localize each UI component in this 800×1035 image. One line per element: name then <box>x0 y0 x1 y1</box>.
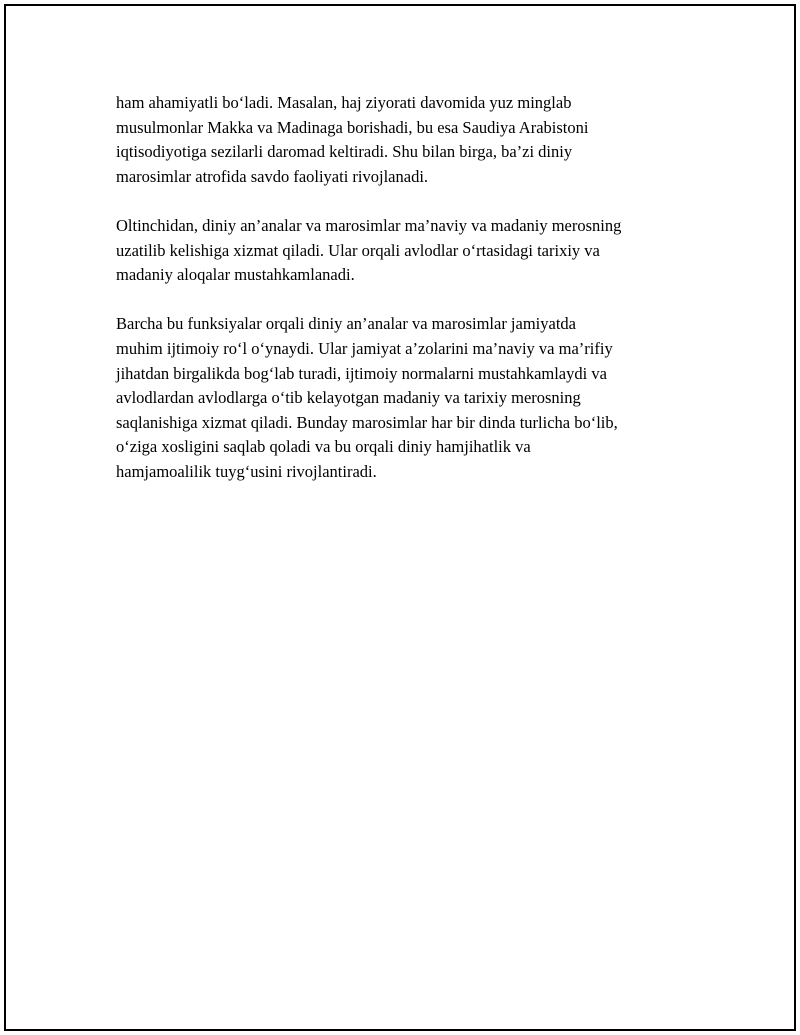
text-line: avlodlardan avlodlarga o‘tib kelayotgan madaniy va tarixiy merosning <box>116 388 581 408</box>
text-line: o‘ziga xosligini saqlab qoladi va bu orqali diniy hamjihatlik va <box>116 437 531 457</box>
text-line: saqlanishiga xizmat qiladi. Bunday marosimlar har bir dinda turlicha bo‘lib, <box>116 412 618 432</box>
text-line: uzatilib kelishiga xizmat qiladi. Ular orqali avlodlar o‘rtasidagi tarixiy va <box>116 240 600 260</box>
text-line: muhim ijtimoiy ro‘l o‘ynaydi. Ular jamiyat a’zolarini ma’naviy va ma’rifiy <box>116 338 613 358</box>
text-line: marosimlar atrofida savdo faoliyati rivojlanadi. <box>116 166 429 186</box>
text-line: hamjamoalilik tuyg‘usini rivojlantiradi. <box>116 461 377 481</box>
paragraph <box>116 312 706 484</box>
paragraph <box>116 91 706 189</box>
text-line: madaniy aloqalar mustahkamlanadi. <box>116 265 355 285</box>
text-line: Oltinchidan, diniy an’analar va marosimlar ma’naviy va madaniy merosning <box>116 215 622 235</box>
text-line: musulmonlar Makka va Madinaga borishadi, bu esa Saudiya Arabistoni <box>116 117 589 137</box>
text-line: Barcha bu funksiyalar orqali diniy an’analar va marosimlar jamiyatda <box>116 314 576 334</box>
text-line: ham ahamiyatli bo‘ladi. Masalan, haj ziyorati davomida yuz minglab <box>116 93 572 112</box>
document-body <box>116 91 706 509</box>
text-line: jihatdan birgalikda bog‘lab turadi, ijtimoiy normalarni mustahkamlaydi va <box>116 363 607 383</box>
paragraph <box>116 214 706 288</box>
text-line: iqtisodiyotiga sezilarli daromad keltiradi. Shu bilan birga, ba’zi diniy <box>116 142 573 162</box>
